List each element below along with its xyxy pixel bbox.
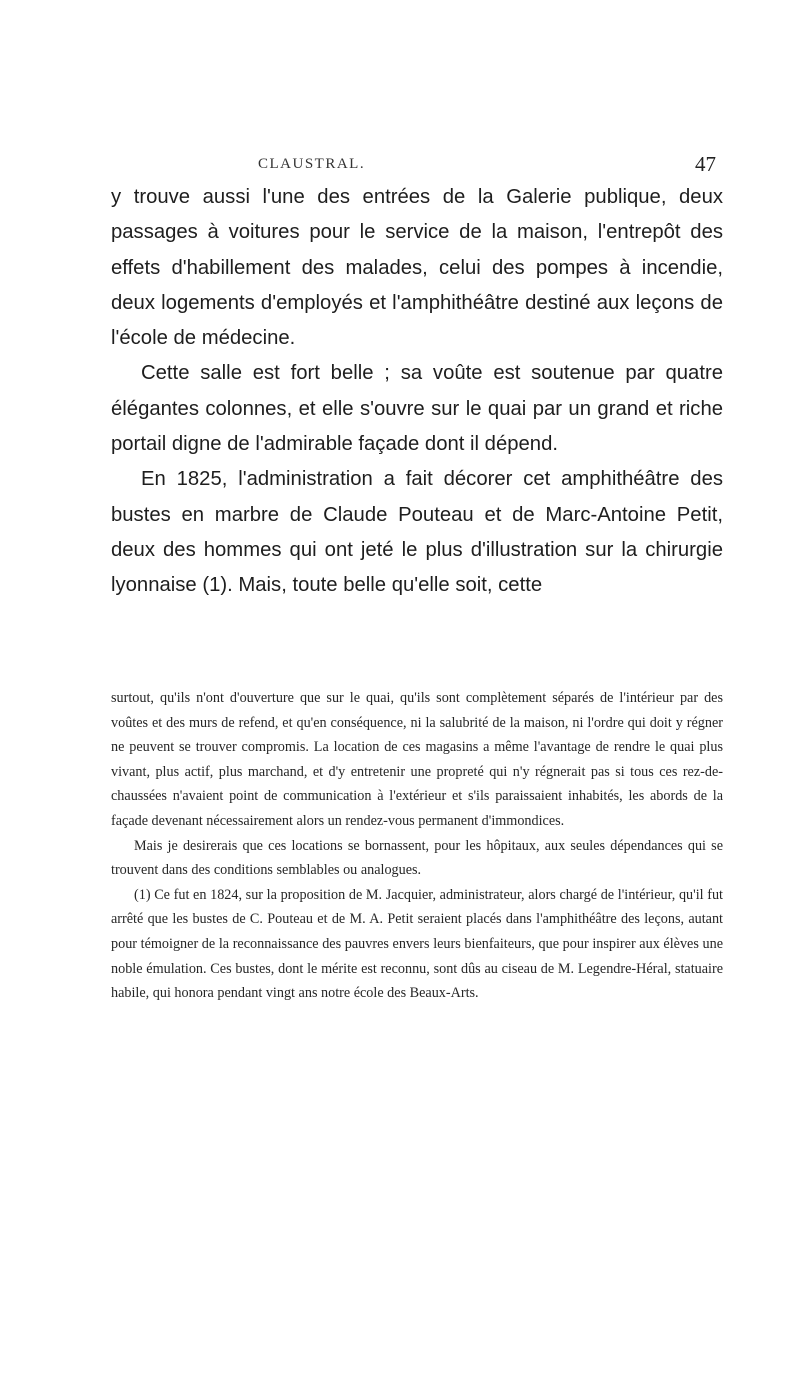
footnote-1: (1) Ce fut en 1824, sur la proposition de M. Jacquier, administrateur, alors chargé de l'intérieur, qu'il fut arrêté que les bustes de C. Pouteau et de M. A. Petit seraient placés dans l'amphithéâtre des leçons, autant pour témoigner de la reconnaissance des pauvres envers leurs bienfaiteurs, que pour inspirer aux élèves une noble émulation. Ces bustes, dont le mérite est reconnu, sont dûs au ciseau de M. Legendre-Héral, statuaire habile, qui honora pendant vingt ans notre école des Beaux-Arts. (111, 886, 723, 1002)
main-paragraph-1: y trouve aussi l'une des entrées de la Galerie publique, deux passages à voitures pour le service de la maison, l'entrepôt des effets d'habillement des malades, celui des pompes à incendie, deux logements d'employés et l'amphithéâtre destiné aux leçons de l'école de médecine. (111, 186, 723, 350)
main-paragraph-2: Cette salle est fort belle ; sa voûte est soutenue par quatre élégantes colonnes, et elle s'ouvre sur le quai par un grand et riche portail digne de l'admirable façade dont il dépend. (111, 362, 723, 456)
note-paragraph: Mais je desirerais que ces locations se bornassent, pour les hôpitaux, aux seules dépendances qui se trouvent dans des conditions semblables ou analogues. (111, 837, 723, 879)
note-continuation: surtout, qu'ils n'ont d'ouverture que sur le quai, qu'ils sont complètement séparés de l'intérieur par des voûtes et des murs de refend, et qu'en conséquence, ni la salubrité de la maison, ni l'ordre qui doit y régner ne peuvent se trouver compromis. La location de ces magasins a même l'avantage de rendre le quai plus vivant, plus actif, plus marchand, et d'y entretenir une propreté qui n'y régnerait pas si tous ces rez-de-chaussées n'avaient point de communication à l'extérieur et s'ils paraissaient inhabités, les abords de la façade devenant nécessairement alors un rendez-vous permanent d'immondices. (111, 690, 723, 829)
main-text (111, 180, 723, 604)
running-head (0, 152, 801, 180)
footnotes (111, 686, 723, 1006)
main-paragraph-3: En 1825, l'administration a fait décorer cet amphithéâtre des bustes en marbre de Claude Pouteau et de Marc-Antoine Petit, deux des hommes qui ont jeté le plus d'illustration sur la chirurgie lyonnaise (1). Mais, toute belle qu'elle soit, cette (111, 468, 723, 597)
page-number: 47 (695, 152, 716, 176)
running-title: CLAUSTRAL. (258, 156, 366, 172)
